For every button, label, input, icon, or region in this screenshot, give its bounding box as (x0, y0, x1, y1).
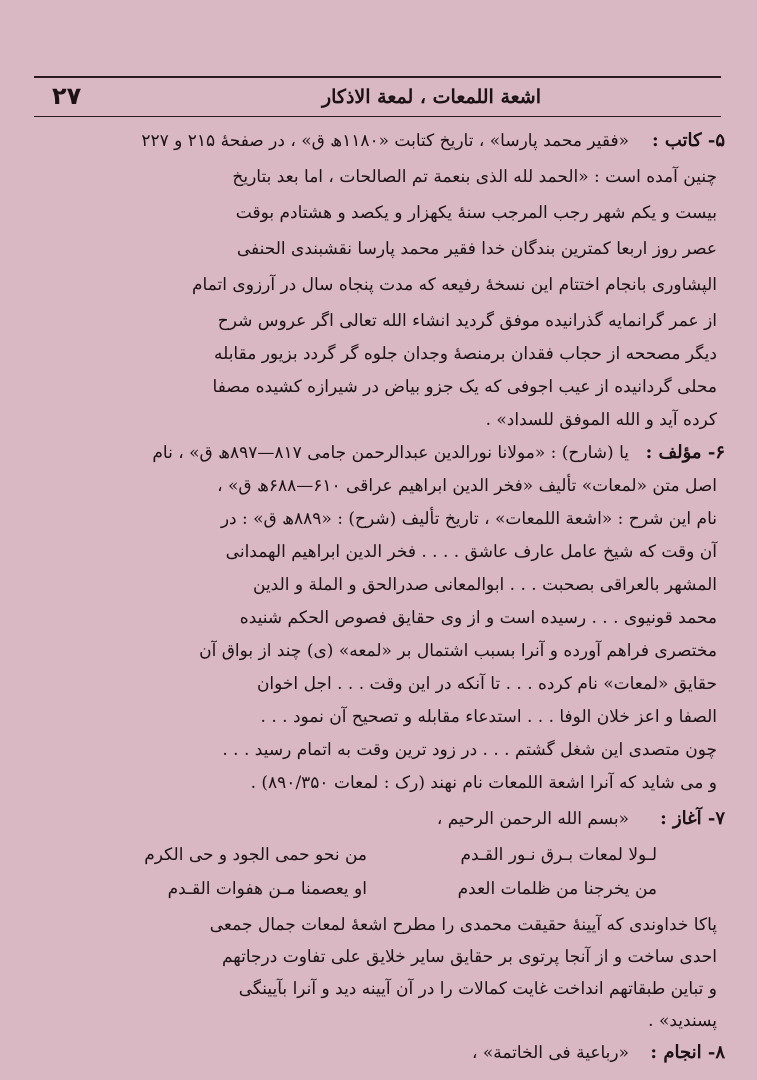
moallef-line: الصفا و اعز خلان الوفا . . . استدعاء مقابله و تصحیح آن نمود . . . (260, 707, 717, 727)
verse-hemistich-right: من یخرجنا من ظلمات العدم (457, 879, 657, 899)
moallef-line: نام این شرح : «اشعة اللمعات» ، تاریخ تألیف (شرح) : «۸۸۹ھ ق» : در (220, 509, 717, 529)
katib-line: کرده آید و الله الموفق للسداد» . (485, 410, 717, 430)
entry-label-anjam: ۸- انجام : (650, 1042, 725, 1063)
moallef-line: محمد قونیوی . . . رسیده است و از وی حقایق فصوص الحکم شنیده (239, 608, 717, 628)
entry-label-moallef: ۶- مؤلف : (645, 442, 725, 463)
moallef-line: چون متصدی این شغل گشتم . . . در زود ترین وقت به اتمام رسید . . . (222, 740, 717, 760)
moallef-line: اصل متن «لمعات» تألیف «فخر الدین ابراهیم عراقی ۶۱۰—۶۸۸ھ ق» ، (217, 476, 717, 496)
running-title: اشعة اللمعات ، لمعة الاذکار (321, 86, 541, 108)
katib-line: دیگر مصححه از حجاب فقدان برمنصۀ وجدان جلوه گر گردد بزیور مقابله (213, 344, 717, 364)
moallef-line: و می شاید که آنرا اشعة اللمعات نام نهند (رک : لمعات ۸۹۰/۳۵۰) . (250, 773, 717, 793)
moallef-line: المشهر بالعراقی بصحبت . . . ابوالمعانی صدرالحق و الملة و الدین (253, 575, 717, 595)
katib-line: چنین آمده است : «الحمد لله الذی بنعمة تم الصالحات ، اما بعد بتاریخ (232, 167, 717, 187)
aghaz-line: و تباین طبقاتهم انداخت غایت کمالات را در آن آیینه دید و آنرا بآیینگی (238, 979, 717, 999)
aghaz-line: «بسم الله الرحمن الرحیم ، (436, 809, 629, 829)
aghaz-line: پسندید» . (648, 1011, 717, 1031)
katib-line: محلی گردانیده از عیب اجوفی که یک جزو بیاض در شیرازه کشیده مصفا (212, 377, 717, 397)
katib-line: بیست و یکم شهر رجب المرجب سنۀ یکهزار و یکصد و هشتادم بوقت (235, 203, 717, 223)
moallef-line: یا (شارح) : «مولانا نورالدین عبدالرحمن جامی ۸۱۷—۸۹۷ھ ق» ، نام (152, 443, 629, 463)
entry-label-aghaz: ۷- آغاز : (660, 808, 725, 829)
moallef-line: حقایق «لمعات» نام کرده . . . تا آنکه در این وقت . . . اجل اخوان (256, 674, 717, 694)
entry-label-katib: ۵- کاتب : (651, 130, 725, 151)
aghaz-line: پاکا خداوندی که آیینۀ حقیقت محمدی را مطرح اشعۀ لمعات جمال جمعی (209, 915, 717, 935)
page-number: ۲۷ (52, 82, 82, 110)
header-top-rule (34, 76, 721, 78)
katib-line: عصر روز اربعا کمترین بندگان خدا فقیر محمد پارسا نقشبندی الحنفی (236, 239, 717, 259)
anjam-line: «رباعیة فی الخاتمة» ، (471, 1043, 629, 1063)
katib-line: از عمر گرانمایه گذرانیده موفق گردید انشاء الله تعالی اگر عروس شرح (217, 311, 717, 331)
aghaz-line: احدی ساخت و از آنجا پرتوی بر حقایق سایر خلایق علی تفاوت درجاتهم (221, 947, 717, 967)
katib-line: «فقیر محمد پارسا» ، تاریخ کتابت «۱۱۸۰ھ ق» ، در صفحۀ ۲۱۵ و ۲۲۷ (141, 131, 629, 151)
verse-hemistich-left: او یعصمنا مـن هفوات القـدم (167, 879, 367, 899)
moallef-line: مختصری فراهم آورده و آنرا بسبب اشتمال بر «لمعه» (ی) چند از بواق آن (199, 641, 717, 661)
verse-hemistich-left: من نحو حمی الجود و حی الکرم (144, 845, 367, 865)
header-bottom-rule (34, 116, 721, 117)
katib-line: الپشاوری بانجام اختتام این نسخۀ رفیعه که مدت پنجاه سال در آرزوی اتمام (192, 275, 717, 295)
verse-hemistich-right: لـولا لمعات بـرق نـور القـدم (460, 845, 657, 865)
moallef-line: آن وقت که شیخ عامل عارف عاشق . . . . فخر الدین ابراهیم الهمدانی (225, 542, 717, 562)
page-header (34, 82, 721, 114)
